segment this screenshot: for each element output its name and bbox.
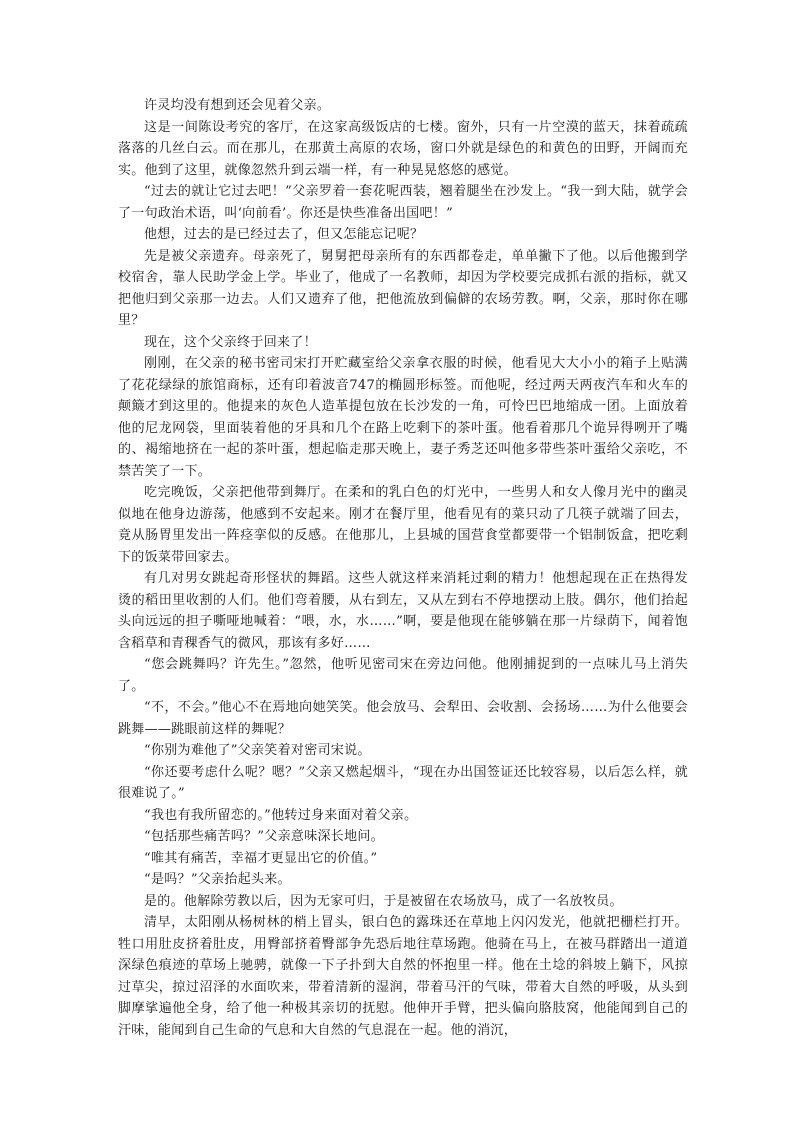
paragraph: 是的。他解除劳教以后，因为无家可归，于是被留在农场放马，成了一名放牧员。	[144, 893, 623, 909]
paragraph: 有几对男女跳起奇形怪状的舞蹈。这些人就这样来消耗过剩的精力！他想起现在正在热得发烫的稻田里收割的人们。他们弯着腰，从右到左，又从左到右不停地摆动上肢。偶尔，他们抬起头向远远的担子嘶哑地喊着：“喂，水，水……”啊，要是他现在能够躺在那一片绿荫下，闻着饱含稻草和青稞香气的微风，那该有多好……	[118, 571, 688, 651]
paragraph: 这是一间陈设考究的客厅，在这家高级饭店的七楼。窗外，只有一片空漠的蓝天，抹着疏疏落落的几丝白云。而在那儿，在那黄土高原的农场，窗口外就是绿色的和黄色的田野，开阔而充实。他到了这里，就像忽然升到云端一样，有一种晃晃悠悠的感觉。	[118, 119, 688, 178]
paragraph: “你别为难他了”父亲笑着对密司宋说。	[144, 743, 371, 758]
story-text	[118, 95, 688, 1041]
paragraph: 吃完晚饭，父亲把他带到舞厅。在柔和的乳白色的灯光中，一些男人和女人像月光中的幽灵似地在他身边游荡，他感到不安起来。刚才在餐厅里，他看见有的菜只动了几筷子就端了回去，竟从肠胃里发出一阵痉挛似的反感。在他那儿，上县城的国营食堂都要带一个铝制饭盒，把吃剩下的饭菜带回家去。	[118, 485, 688, 565]
paragraph: “过去的就让它过去吧！”父亲罗着一套花呢西装，翘着腿坐在沙发上。“我一到大陆，就学会了一句政治术语，叫‘向前看’。你还是快些准备出国吧！”	[118, 184, 688, 221]
paragraph: “我也有我所留恋的。”他转过身来面对着父亲。	[144, 807, 418, 823]
paragraph: 清早，太阳刚从杨树林的梢上冒头，银白色的露珠还在草地上闪闪发光，他就把栅栏打开。牲口用肚皮挤着肚皮，用臀部挤着臀部争先恐后地往草场跑。他骑在马上，在被马群踏出一道道深绿色痕迹的草场上驰骋，就像一下子扑到大自然的怀抱里一样。他在土埝的斜坡上躺下，风掠过草尖，掠过沼泽的水面吹来，带着清新的湿润，带着马汗的气味，带着大自然的呼吸，从头到脚摩挲遍他全身，给了他一种极其亲切的抚慰。他伸开手臂，把头偏向胳肢窝，他能闻到自己的汗味，能闻到自己生命的气息和大自然的气息混在一起。他的消沉，	[118, 915, 688, 1038]
paragraph: “是吗？”父亲抬起头来。	[144, 872, 291, 887]
paragraph: 刚刚，在父亲的秘书密司宋打开贮藏室给父亲拿衣服的时候，他看见大大小小的箱子上贴满了花花绿绿的旅馆商标，还有印着波音747的椭圆形标签。而他呢，经过两天两夜汽车和火车的颠簸才到这里的。他提来的灰色人造革提包放在长沙发的一角，可怜巴巴地缩成一团。上面放着他的尼龙网袋，里面装着他的牙具和几个在路上吃剩下的茶叶蛋。他看着那几个诡异得咧开了嘴的、褐缩地挤在一起的茶叶蛋，想起临走那天晚上，妻子秀芝还叫他多带些茶叶蛋给父亲吃，不禁苦笑了一下。	[118, 356, 688, 479]
paragraph: “您会跳舞吗？许先生。”忽然，他听见密司宋在旁边问他。他刚捕捉到的一点味儿马上消失了。	[118, 657, 688, 694]
paragraph: 他想，过去的是已经过去了，但又怎能忘记呢？	[144, 227, 424, 242]
paragraph: “包括那些痛苦吗？”父亲意味深长地问。	[144, 829, 384, 844]
paragraph: 先是被父亲遗弃。母亲死了，舅舅把母亲所有的东西都卷走，单单撇下了他。以后他搬到学校宿舍，靠人民助学金上学。毕业了，他成了一名教师，却因为学校要完成抓右派的指标，就又把他归到父亲那一边去。人们又遗弃了他，把他流放到偏僻的农场劳教。啊，父亲，那时你在哪里？	[118, 248, 688, 328]
paragraph: “唯其有痛苦，幸福才更显出它的价值。”	[144, 850, 378, 866]
paragraph: 现在，这个父亲终于回来了！	[144, 334, 317, 350]
paragraph: 许灵均没有想到还会见着父亲。	[144, 98, 331, 113]
paragraph: “不，不会。”他心不在焉地向她笑笑。他会放马、会犁田、会收割、会扬场……为什么他要会跳舞——跳眼前这样的舞呢？	[118, 700, 688, 737]
paragraph: “你还要考虑什么呢？嗯？”父亲又燃起烟斗，“现在办出国签证还比较容易，以后怎么样，就很难说了。”	[118, 764, 688, 801]
